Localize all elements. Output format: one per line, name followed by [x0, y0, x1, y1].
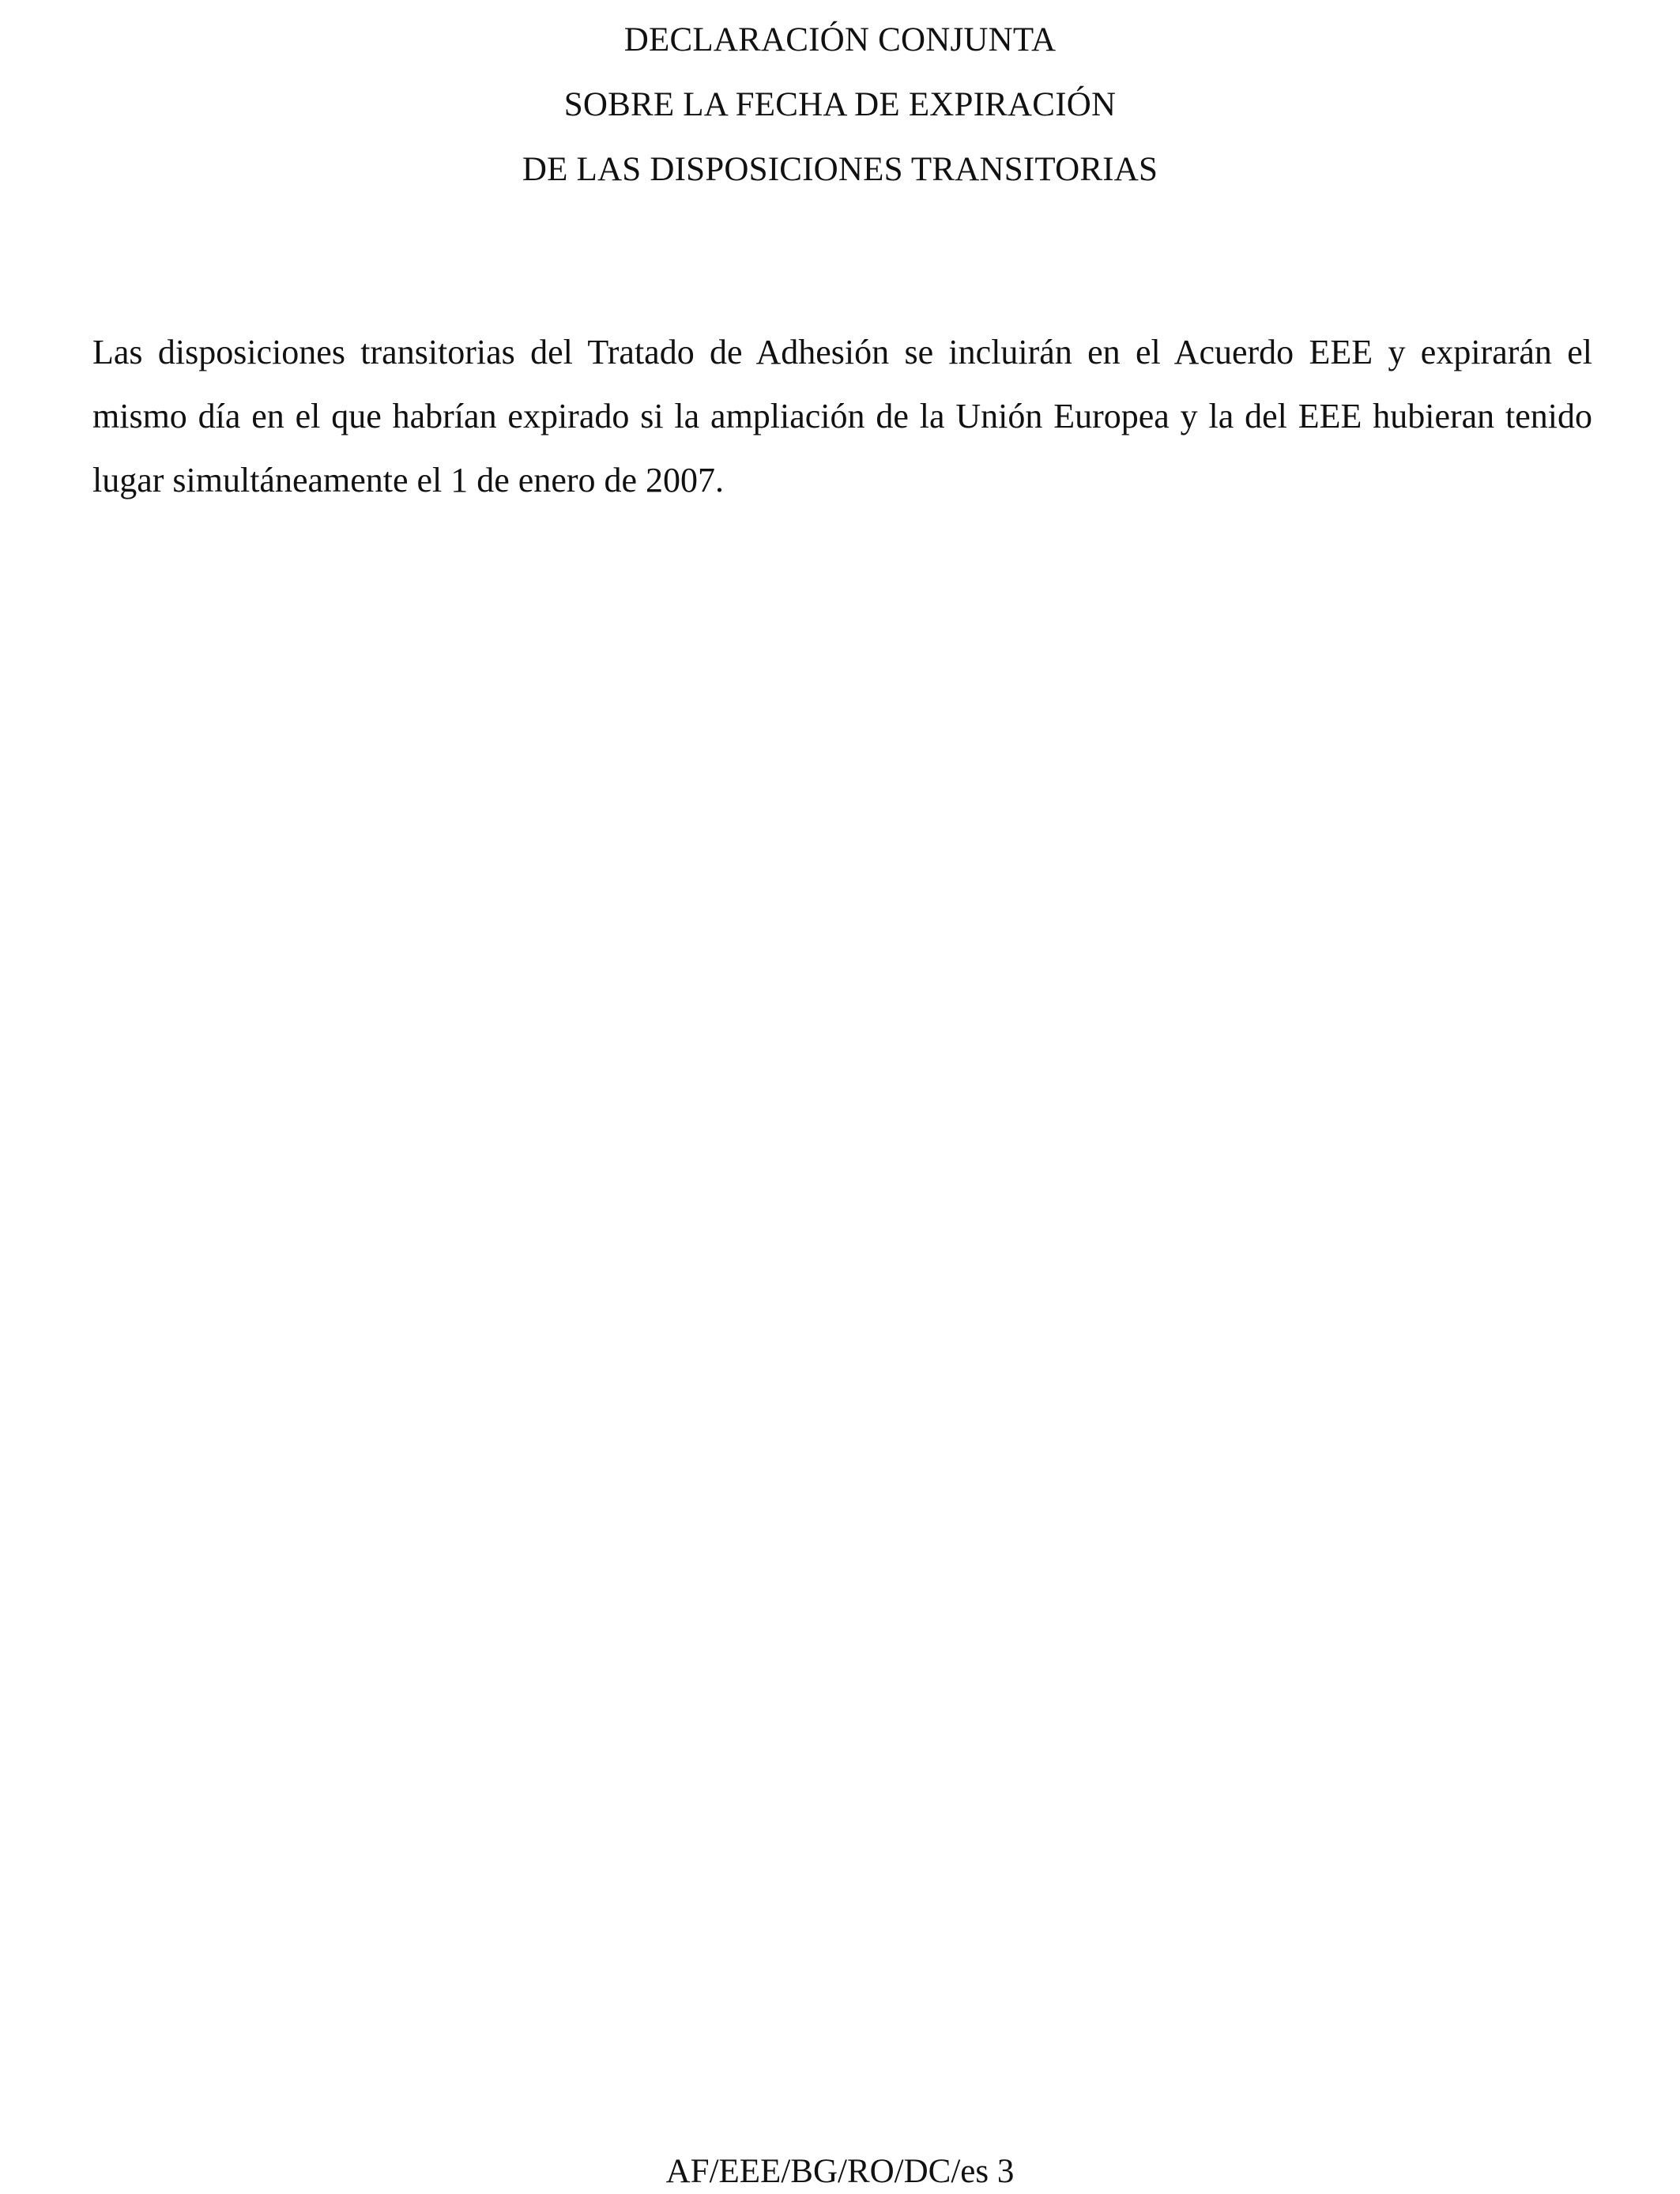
body-paragraph: Las disposiciones transitorias del Tratado de Adhesión se incluirán en el Acuerdo EEE y expirarán el mismo día en el que habrían expirado si la ampliación de la Unión Europea y la del EEE hubieran tenido lugar simultáneamente el 1 de enero de 2007.	[92, 333, 1592, 499]
document-title	[0, 8, 1680, 202]
title-line-2: SOBRE LA FECHA DE EXPIRACIÓN	[563, 86, 1117, 123]
title-line-3: DE LAS DISPOSICIONES TRANSITORIAS	[522, 151, 1158, 188]
footer-reference: AF/EEE/BG/RO/DC/es 3	[665, 2153, 1015, 2190]
title-line-1: DECLARACIÓN CONJUNTA	[623, 21, 1057, 58]
